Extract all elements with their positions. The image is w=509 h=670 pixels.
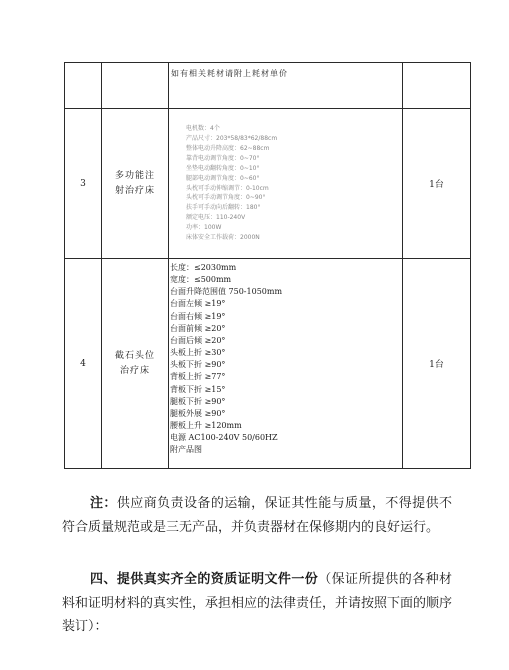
- section-4-paragraph: [62, 568, 452, 639]
- item-quantity: 1台: [403, 259, 471, 469]
- spec-line: 功率：100W: [186, 224, 222, 232]
- spec-line: 腿部电动调节角度：0~60°: [186, 174, 260, 182]
- table-row-item-4: [65, 259, 471, 469]
- spec-line: 额定电压：110-240V: [186, 214, 246, 222]
- spec-line: 头枕可手动伸缩调节：0-10cm: [186, 184, 269, 192]
- item-name-text: 截石头位治疗床: [115, 350, 156, 376]
- cell-name-empty: [102, 63, 169, 109]
- spec-line: 扶手可手动向后翻转：180°: [186, 204, 261, 212]
- spec-line: 附产品图: [170, 445, 202, 455]
- item-spec-list: [169, 109, 403, 259]
- notice-label: 注：: [90, 496, 117, 511]
- spec-line: 台面后倾 ≥20°: [170, 335, 226, 345]
- section-4-text: （保证所提供的各种材料和证明材料的真实性，承担相应的法律责任，并请按照下面的顺序装订）：: [62, 572, 453, 634]
- spec-line: 靠背电动调节角度：0~70°: [186, 154, 260, 162]
- item-number: 4: [65, 259, 102, 469]
- notice-text: 供应商负责设备的运输，保证其性能与质量，不得提供不符合质量规范或是三无产品，并负责器材在保修期内的良好运行。: [62, 496, 452, 535]
- table-row-item-3: [65, 109, 471, 259]
- spec-line: 头板上折 ≥30°: [170, 348, 226, 358]
- spec-line: 头枕可手动调节角度：0~90°: [186, 194, 266, 202]
- spec-line: 台面左倾 ≥19°: [170, 299, 226, 309]
- spec-line: 台面右倾 ≥19°: [170, 311, 226, 321]
- spec-line: 腿板外展 ≥90°: [170, 408, 226, 418]
- spec-line: 背板下折 ≥15°: [170, 384, 226, 394]
- item-number: 3: [65, 109, 102, 259]
- item-quantity: 1台: [403, 109, 471, 259]
- spec-line: 整体电动升降高度：62~88cm: [186, 144, 270, 152]
- spec-line: 宽度：≤500mm: [170, 275, 232, 285]
- item-name-text: 多功能注射治疗床: [115, 170, 156, 196]
- spec-line: 腰板上升 ≥120mm: [170, 421, 242, 431]
- spec-line: 台面前倾 ≥20°: [170, 323, 226, 333]
- spec-line: 电机数：4个: [186, 125, 220, 133]
- spec-line: 长度：≤2030mm: [170, 263, 237, 272]
- item-name: [102, 109, 169, 259]
- spec-line: 坐垫电动翻转角度：0~10°: [186, 164, 260, 172]
- notice-paragraph: [62, 492, 452, 539]
- table-row-note: [65, 63, 471, 109]
- spec-line: 床体安全工作载荷：2000N: [186, 234, 260, 242]
- cell-quantity-empty: [403, 63, 471, 109]
- spec-line: 头板下折 ≥90°: [170, 360, 226, 370]
- spec-line: 产品尺寸：203*58/83*62/88cm: [186, 134, 278, 142]
- spec-line: 腿板下折 ≥90°: [170, 396, 226, 406]
- spec-line: 电源 AC100-240V 50/60HZ: [170, 433, 278, 443]
- section-4-heading: 四、提供真实齐全的资质证明文件一份: [90, 572, 319, 587]
- spec-line: 背板上折 ≥77°: [170, 372, 226, 382]
- item-spec-list: [169, 259, 403, 469]
- consumables-note: 如有相关耗材请附上耗材单价: [169, 63, 403, 109]
- spec-line: 台面升降范围值 750-1050mm: [170, 287, 283, 297]
- item-name: [102, 259, 169, 469]
- equipment-table: [64, 62, 471, 469]
- cell-number-empty: [65, 63, 102, 109]
